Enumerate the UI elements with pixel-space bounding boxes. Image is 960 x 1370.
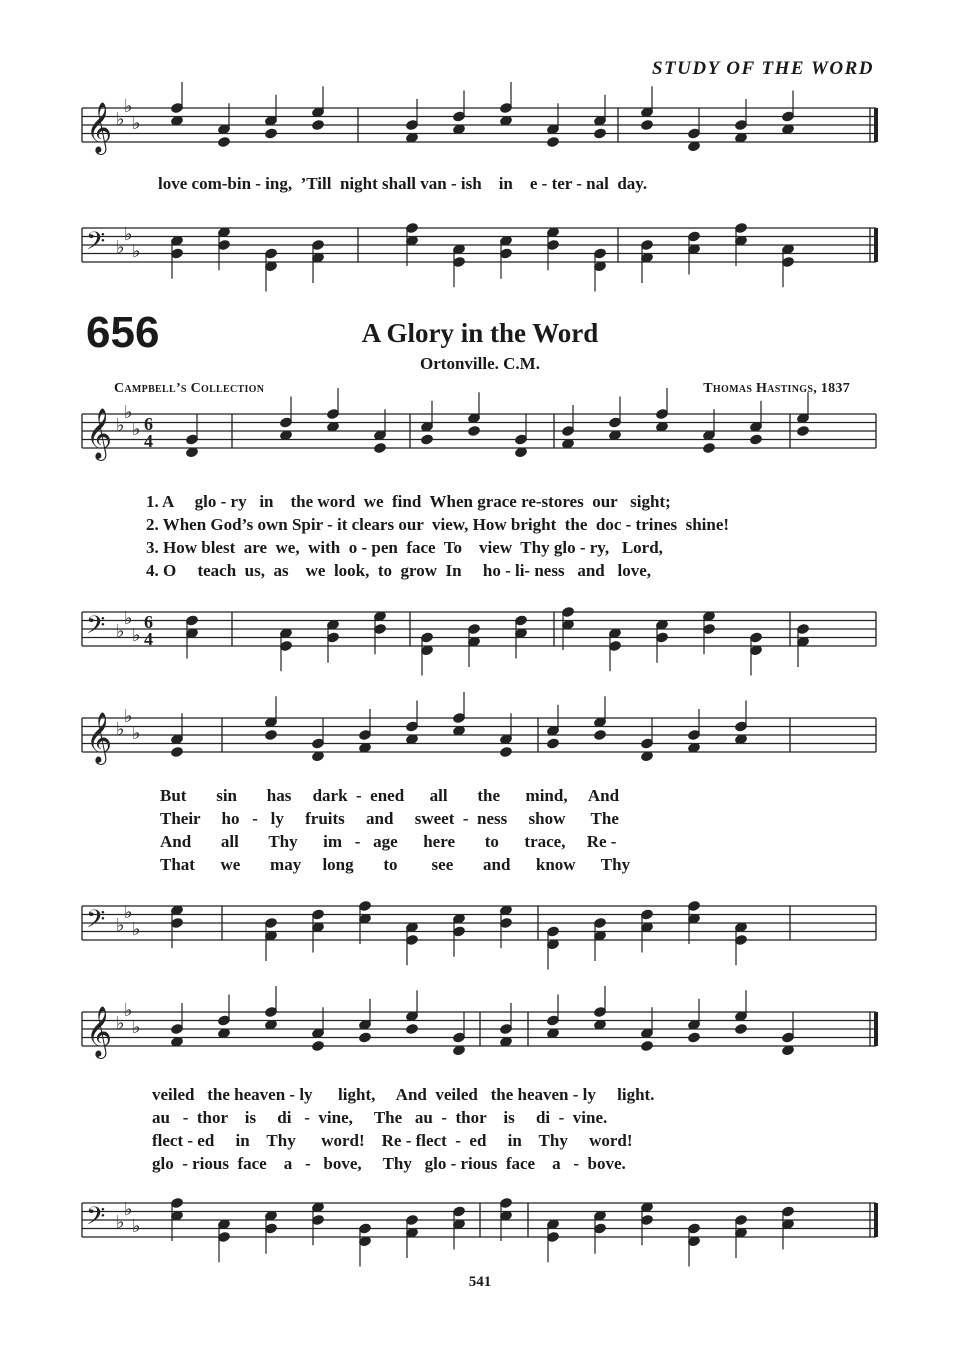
flat-icon: ♭	[124, 608, 133, 629]
note-head	[640, 119, 653, 130]
flat-icon: ♭	[116, 237, 125, 258]
flat-icon: ♭	[116, 1013, 125, 1034]
treble-clef-icon: 𝄞	[86, 712, 113, 763]
verse-4-line-3: glo - rious face a - bove, Thy glo - rious face a - bove.	[152, 1154, 626, 1173]
note-head	[467, 425, 480, 436]
note-head	[405, 1023, 418, 1034]
treble-clef-icon: 𝄞	[86, 1006, 113, 1057]
flat-icon: ♭	[116, 719, 125, 740]
tune-name: Ortonville. C.M.	[420, 354, 540, 373]
note-head	[749, 434, 762, 445]
staff	[82, 1199, 876, 1237]
bass-clef-icon: 𝄢	[86, 611, 106, 646]
note-head	[734, 1023, 747, 1034]
time-signature-bottom: 4	[144, 431, 153, 451]
verse-1-line-2: But sin has dark - ened all the mind, And	[160, 786, 620, 805]
continuation-lyrics: love com-bin - ing, ’Till night shall van - ish in e - ter - nal day.	[158, 174, 648, 193]
note-head	[499, 746, 512, 757]
verse-3-line-2: And all Thy im - age here to trace, Re -	[160, 832, 617, 851]
flat-icon: ♭	[132, 625, 141, 646]
flat-icon: ♭	[116, 621, 125, 642]
verse-4-line-2: That we may long to see and know Thy	[160, 855, 631, 874]
note-head	[702, 442, 715, 453]
flat-icon: ♭	[116, 109, 125, 130]
section-heading: STUDY OF THE WORD	[651, 58, 874, 79]
note-head	[170, 746, 183, 757]
verse-2-line-1: 2. When God’s own Spir - it clears our view, How bright the doc - trines shine!	[146, 515, 730, 534]
note-head	[687, 1032, 700, 1043]
note-head	[420, 434, 433, 445]
flat-icon: ♭	[132, 113, 141, 134]
staff	[82, 224, 876, 262]
note-head	[546, 738, 559, 749]
composer-credit: Thomas Hastings, 1837	[703, 381, 850, 396]
verse-2-line-3: au - thor is di - vine, The au - thor is di - vine.	[152, 1108, 608, 1127]
note-head	[593, 729, 606, 740]
note-head	[311, 1040, 324, 1051]
staff	[82, 96, 876, 155]
bass-clef-icon: 𝄢	[86, 905, 106, 940]
note-head	[593, 128, 606, 139]
flat-icon: ♭	[116, 915, 125, 936]
flat-icon: ♭	[124, 1199, 133, 1220]
flat-icon: ♭	[132, 723, 141, 744]
note-head	[546, 136, 559, 147]
flat-icon: ♭	[132, 1017, 141, 1038]
flat-icon: ♭	[132, 241, 141, 262]
flat-icon: ♭	[124, 96, 133, 117]
flat-icon: ♭	[132, 919, 141, 940]
note-head	[264, 729, 277, 740]
flat-icon: ♭	[132, 419, 141, 440]
flat-icon: ♭	[124, 1000, 133, 1021]
hymn-title: A Glory in the Word	[361, 318, 599, 348]
hymn-number: 656	[86, 308, 160, 357]
treble-clef-icon: 𝄞	[86, 102, 113, 153]
verse-4-line-1: 4. O teach us, as we look, to grow In ho - li- ness and love,	[146, 561, 651, 580]
flat-icon: ♭	[132, 1216, 141, 1237]
flat-icon: ♭	[116, 1212, 125, 1233]
verse-2-line-2: Their ho - ly fruits and sweet - ness show The	[160, 809, 619, 828]
time-signature-top: 6	[144, 612, 153, 632]
time-signature-bottom: 4	[144, 629, 153, 649]
treble-clef-icon: 𝄞	[86, 408, 113, 459]
bass-clef-icon: 𝄢	[86, 1202, 106, 1237]
note-head	[217, 136, 230, 147]
time-signature-top: 6	[144, 414, 153, 434]
flat-icon: ♭	[124, 224, 133, 245]
note-head	[373, 442, 386, 453]
verse-1-line-1: 1. A glo - ry in the word we find When grace re-stores our sight;	[146, 492, 671, 511]
note-head	[796, 425, 809, 436]
note-head	[640, 1040, 653, 1051]
verse-3-line-3: flect - ed in Thy word! Re - flect - ed in Thy word!	[152, 1131, 633, 1150]
bass-clef-icon: 𝄢	[86, 227, 106, 262]
flat-icon: ♭	[124, 902, 133, 923]
source-credit: Campbell’s Collection	[114, 381, 265, 396]
flat-icon: ♭	[124, 706, 133, 727]
flat-icon: ♭	[124, 402, 133, 423]
verse-3-line-1: 3. How blest are we, with o - pen face To view Thy glo - ry, Lord,	[146, 538, 663, 557]
note-head	[358, 1032, 371, 1043]
staff	[82, 902, 876, 940]
note-head	[311, 119, 324, 130]
page-number: 541	[468, 1274, 492, 1290]
flat-icon: ♭	[116, 415, 125, 436]
verse-1-line-3: veiled the heaven - ly light, And veiled the heaven - ly light.	[152, 1085, 655, 1104]
staff	[82, 1000, 876, 1059]
note-head	[264, 128, 277, 139]
staff	[82, 706, 876, 765]
